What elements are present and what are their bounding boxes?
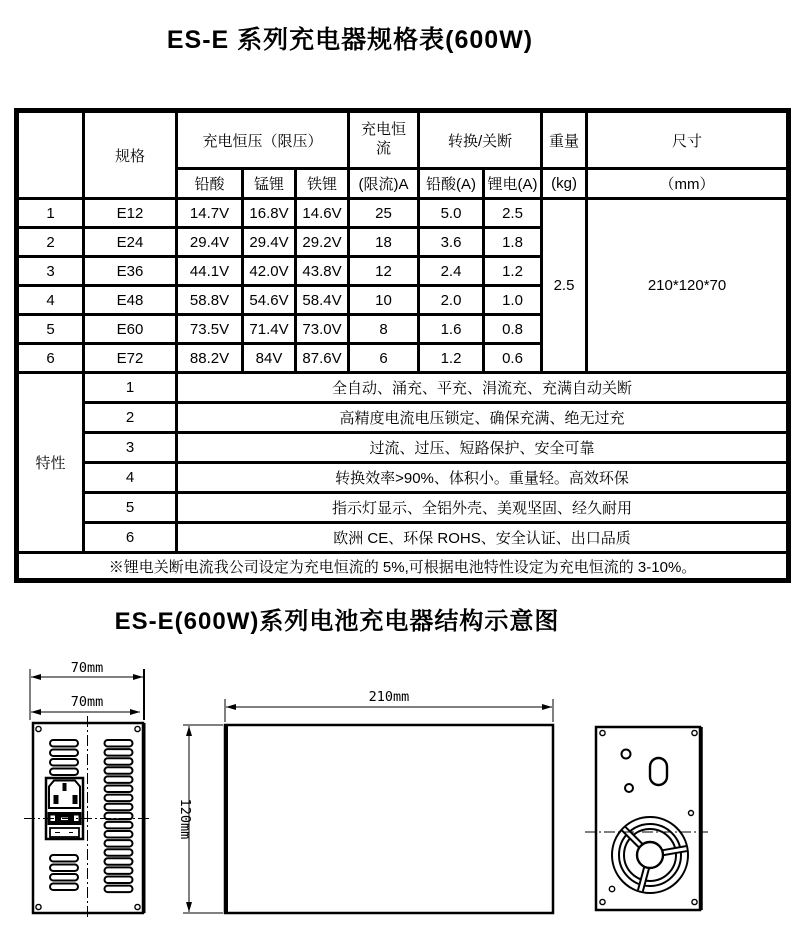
model-cell: E12 xyxy=(84,199,177,228)
feature-row xyxy=(17,523,789,553)
fe-voltage-cell: 73.0V xyxy=(296,315,349,344)
lead-voltage-cell: 44.1V xyxy=(177,257,243,286)
feature-index: 3 xyxy=(84,433,177,463)
header-fe-li: 铁锂 xyxy=(296,169,349,199)
feature-text: 欧洲 CE、环保 ROHS、安全认证、出口品质 xyxy=(177,523,789,553)
note-row xyxy=(17,553,789,581)
feature-row xyxy=(17,433,789,463)
cc-cell: 25 xyxy=(349,199,419,228)
cutoff-lead-cell: 2.4 xyxy=(419,257,484,286)
header-cutoff-group: 转换/关断 xyxy=(419,111,542,169)
cutoff-li-cell: 2.5 xyxy=(484,199,542,228)
fe-voltage-cell: 14.6V xyxy=(296,199,349,228)
header-cv-group: 充电恒压（限压） xyxy=(177,111,349,169)
features-label-cell: 特性 xyxy=(17,373,84,553)
model-cell: E24 xyxy=(84,228,177,257)
feature-index: 4 xyxy=(84,463,177,493)
mn-voltage-cell: 16.8V xyxy=(243,199,296,228)
row-index: 2 xyxy=(17,228,84,257)
dimension-top-height xyxy=(177,725,223,913)
fuse-drawer-icon xyxy=(50,828,79,837)
top-view-outline xyxy=(225,725,553,913)
model-cell: E72 xyxy=(84,344,177,373)
front-panel-outline xyxy=(596,727,700,910)
dim-label-70mm-outer: 70mm xyxy=(70,660,104,676)
header-weight: 重量 xyxy=(542,111,587,169)
cutoff-lead-cell: 2.0 xyxy=(419,286,484,315)
mn-voltage-cell: 42.0V xyxy=(243,257,296,286)
size-value-cell: 210*120*70 xyxy=(587,199,789,373)
feature-text: 指示灯显示、全铝外壳、美观坚固、经久耐用 xyxy=(177,493,789,523)
feature-row xyxy=(17,493,789,523)
table-row xyxy=(17,199,789,228)
weight-value-cell: 2.5 xyxy=(542,199,587,373)
page-title: ES-E 系列充电器规格表(600W) xyxy=(166,26,534,54)
row-index: 5 xyxy=(17,315,84,344)
cutoff-li-cell: 1.2 xyxy=(484,257,542,286)
feature-row xyxy=(17,373,789,403)
model-cell: E60 xyxy=(84,315,177,344)
cutoff-lead-cell: 5.0 xyxy=(419,199,484,228)
cutoff-li-cell: 0.6 xyxy=(484,344,542,373)
feature-row xyxy=(17,403,789,433)
cutoff-lead-cell: 1.6 xyxy=(419,315,484,344)
dim-label-120mm: 120mm xyxy=(177,798,193,840)
dim-label-70mm: 70mm xyxy=(70,694,104,710)
dimension-front-width-outer xyxy=(30,660,144,720)
cc-cell: 18 xyxy=(349,228,419,257)
front-panel-view xyxy=(585,727,708,910)
row-index: 6 xyxy=(17,344,84,373)
dim-label-210mm: 210mm xyxy=(368,689,410,705)
feature-text: 全自动、涌充、平充、涓流充、充满自动关断 xyxy=(177,373,789,403)
diagram-title: ES-E(600W)系列电池充电器结构示意图 xyxy=(114,608,560,635)
feature-index: 1 xyxy=(84,373,177,403)
feature-text: 过流、过压、短路保护、安全可靠 xyxy=(177,433,789,463)
dimension-top-width xyxy=(225,689,553,722)
header-empty-cell xyxy=(17,111,84,199)
lead-voltage-cell: 29.4V xyxy=(177,228,243,257)
mn-voltage-cell: 29.4V xyxy=(243,228,296,257)
feature-text: 高精度电流电压锁定、确保充满、绝无过充 xyxy=(177,403,789,433)
cc-cell: 10 xyxy=(349,286,419,315)
header-lead-acid: 铅酸 xyxy=(177,169,243,199)
mn-voltage-cell: 54.6V xyxy=(243,286,296,315)
model-cell: E48 xyxy=(84,286,177,315)
cc-cell: 12 xyxy=(349,257,419,286)
row-index: 1 xyxy=(17,199,84,228)
cutoff-li-cell: 1.8 xyxy=(484,228,542,257)
header-mn-li: 锰锂 xyxy=(243,169,296,199)
ac-inlet-module-icon xyxy=(46,778,83,839)
header-lead-acid-a: 铅酸(A) xyxy=(419,169,484,199)
header-cc-group: 充电恒流 xyxy=(349,111,419,169)
header-size-unit: （mm） xyxy=(587,169,789,199)
rear-panel-view xyxy=(24,660,152,920)
lead-voltage-cell: 88.2V xyxy=(177,344,243,373)
fe-voltage-cell: 43.8V xyxy=(296,257,349,286)
header-li-a: 锂电(A) xyxy=(484,169,542,199)
header-weight-unit: (kg) xyxy=(542,169,587,199)
model-cell: E36 xyxy=(84,257,177,286)
feature-index: 2 xyxy=(84,403,177,433)
fan-icon xyxy=(612,817,688,893)
cutoff-li-cell: 0.8 xyxy=(484,315,542,344)
fe-voltage-cell: 29.2V xyxy=(296,228,349,257)
feature-index: 6 xyxy=(84,523,177,553)
lithium-cutoff-note: ※锂电关断电流我公司设定为充电恒流的 5%,可根据电池特性设定为充电恒流的 3-10%。 xyxy=(17,553,789,581)
spec-table xyxy=(14,108,791,583)
lead-voltage-cell: 14.7V xyxy=(177,199,243,228)
dimension-front-width xyxy=(31,694,140,712)
mn-voltage-cell: 71.4V xyxy=(243,315,296,344)
feature-index: 5 xyxy=(84,493,177,523)
structure-diagram xyxy=(0,650,800,940)
row-index: 3 xyxy=(17,257,84,286)
header-spec: 规格 xyxy=(84,111,177,199)
fe-voltage-cell: 58.4V xyxy=(296,286,349,315)
feature-text: 转换效率>90%、体积小。重量轻。高效环保 xyxy=(177,463,789,493)
lead-voltage-cell: 58.8V xyxy=(177,286,243,315)
cc-cell: 8 xyxy=(349,315,419,344)
fe-voltage-cell: 87.6V xyxy=(296,344,349,373)
cutoff-li-cell: 1.0 xyxy=(484,286,542,315)
cutoff-lead-cell: 3.6 xyxy=(419,228,484,257)
top-view xyxy=(177,689,553,913)
cc-cell: 6 xyxy=(349,344,419,373)
header-size: 尺寸 xyxy=(587,111,789,169)
row-index: 4 xyxy=(17,286,84,315)
lead-voltage-cell: 73.5V xyxy=(177,315,243,344)
header-cc-unit: (限流)A xyxy=(349,169,419,199)
feature-row xyxy=(17,463,789,493)
mn-voltage-cell: 84V xyxy=(243,344,296,373)
cutoff-lead-cell: 1.2 xyxy=(419,344,484,373)
